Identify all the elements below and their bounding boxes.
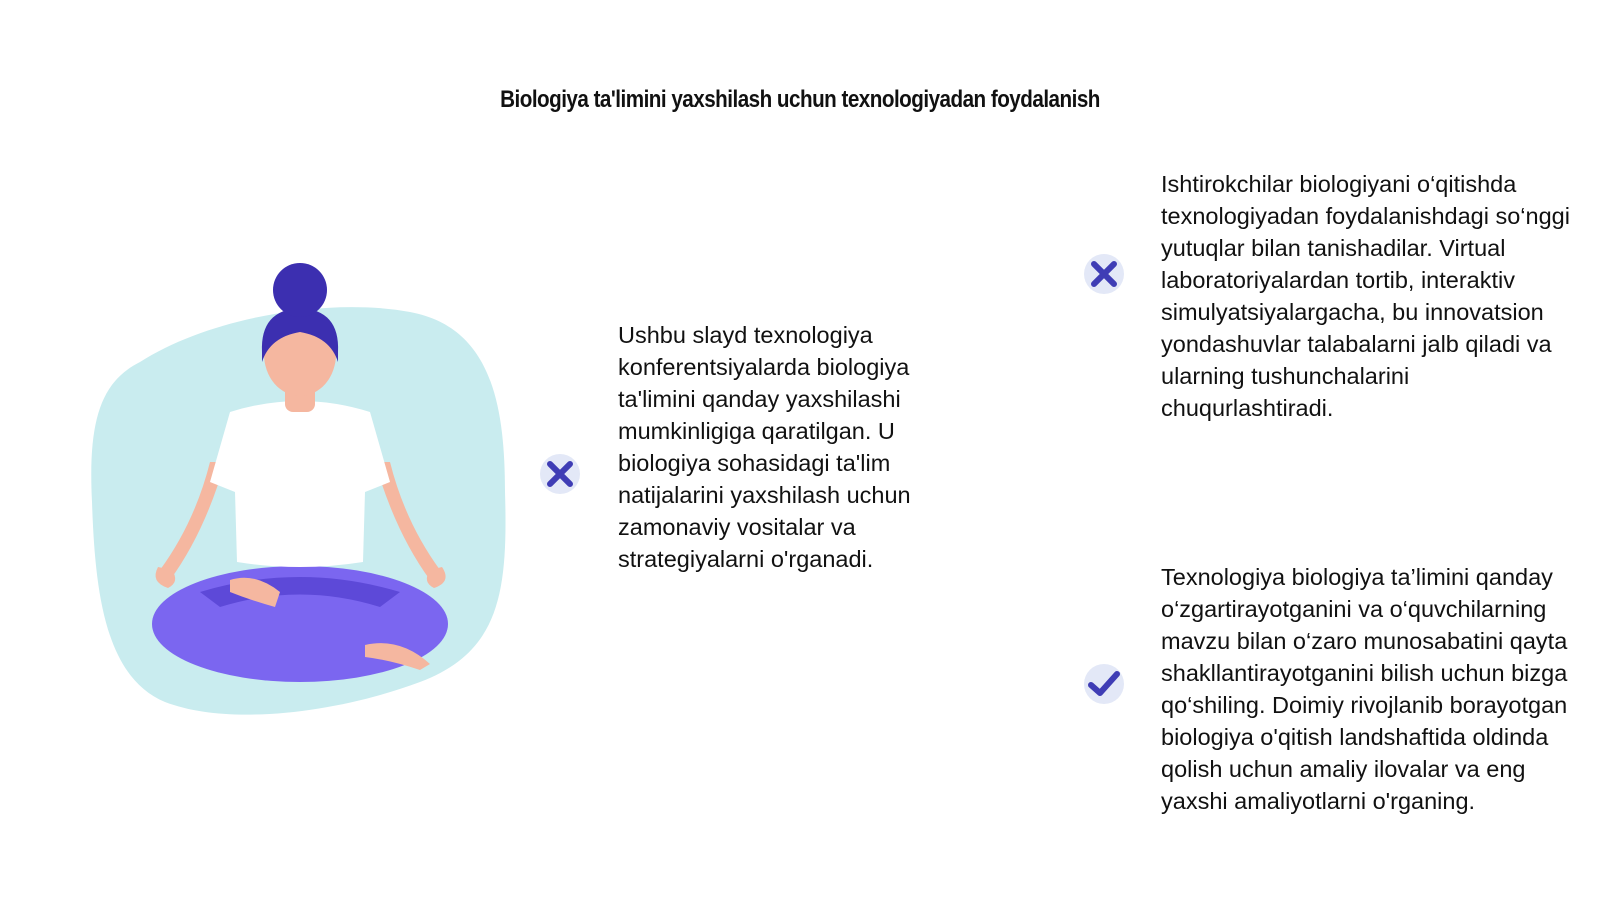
x-mark-icon bbox=[538, 452, 582, 496]
slide-title: Biologiya ta'limini yaxshilash uchun texnologiyadan foydalanish bbox=[500, 86, 1100, 113]
hair-bun bbox=[273, 263, 327, 317]
join-us-paragraph: Texnologiya biologiya ta’limini qanday o‘zgartirayotganini va o‘quvchilarning mavzu bilan o‘zaro munosabatini qayta shakllantirayotganini bilish uchun bizga qo‘shiling. Doimiy rivojlanib borayotgan biologiya o'qitish landshaftida oldinda qolish uchun amaliy ilovalar va eng yaxshi amaliyotlarni o'rganing. bbox=[1161, 564, 1568, 814]
x-mark-icon bbox=[1082, 252, 1126, 296]
intro-paragraph: Ushbu slayd texnologiya konferentsiyalarda biologiya ta'limini qanday yaxshilashi mumkinligiga qaratilgan. U biologiya sohasidagi ta'lim natijalarini yaxshilash uchun zamonaviy vositalar va strategiyalarni o'rganadi. bbox=[618, 322, 911, 572]
innovations-paragraph: Ishtirokchilar biologiyani o‘qitishda texnologiyadan foydalanishdagi so‘nggi yutuqlar bilan tanishadilar. Virtual laboratoriyalardan tortib, interaktiv simulyatsiyalargacha, bu innovatsion yondashuvlar talabalarni jalb qiladi va ularning tushunchalarini chuqurlashtiradi. bbox=[1161, 171, 1570, 421]
check-mark-icon bbox=[1082, 662, 1126, 706]
shirt bbox=[210, 401, 390, 567]
meditating-woman-illustration bbox=[80, 262, 520, 742]
